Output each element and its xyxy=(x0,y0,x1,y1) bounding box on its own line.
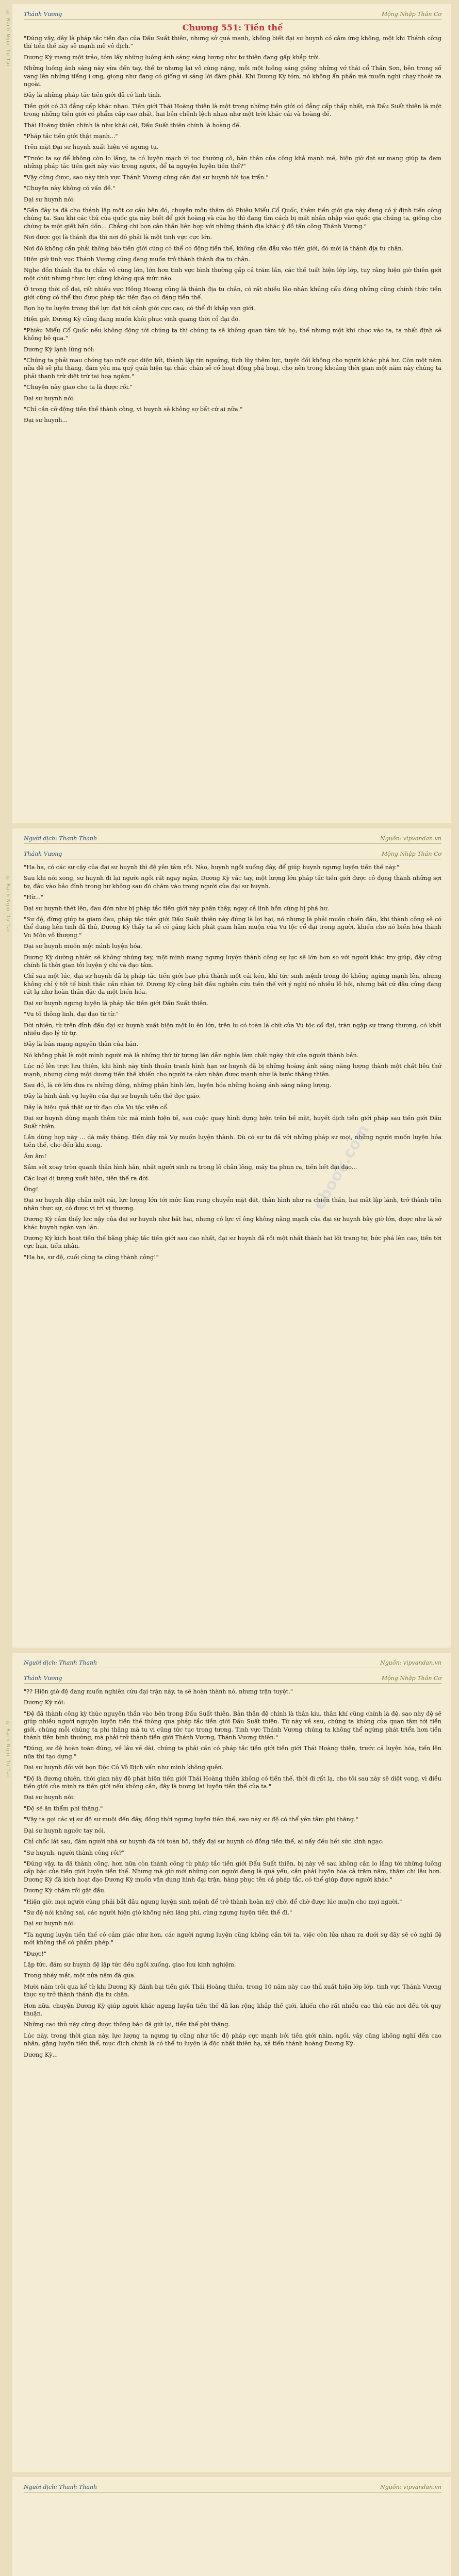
paragraph: Dương Kỳ cảm thấy lực nậy của đại sư huynh như bất hai, nhưng có lực vỉ ông không nằng mạnh của đại sư huynh bây giờ lớn, được như là sở khác huynh ngàn vạn lần. xyxy=(24,1216,441,1231)
paragraph: "Gần đây ta đã cho thánh lập một cơ cấu bên đó, chuyên môn thăm dò Phiêu Miểu Cổ Quốc, thêm tiền giới gia này đang có ý định tiến công chúng ta. Sau khi các thủ của quốc gia này biết để giới hoàng và của họ thì đang tìm cách bị mất nhân nhập vào quốc gia chúng ta, giống cho chúng ta một giết bấn dốn... Chẳng chi bọn cản thần liên hợp với những thánh địa khác ý đồ tấn công Thánh Vương." xyxy=(24,207,441,230)
paragraph: Đây là bản mạng nguyên thân của hắn. xyxy=(24,1041,138,1048)
paragraph: Đây là hình ảnh vụ luyện của đại sư huynh tiền thế đọc giáo. xyxy=(24,1093,201,1100)
page-header xyxy=(24,828,441,844)
paragraph: "Vậy cũng được, sao này tinh vực Thánh Vương cũng cần đại sư huynh tới tọa trấn." xyxy=(24,174,269,181)
paragraph: "Độ là đương nhiên, thời gian này đệ phát hiện tiền giới Thái Hoàng thiên không có tiền thế, thời đi rất lạ, cho tôi sau này sẽ diệt vong, vì điều tiền giới của mình ra tiền giới nếu không cần, đây là tương lai luyện tiền thế của ta." xyxy=(24,1775,441,1790)
paragraph: "Ta ngưng luyện tiền thế có cảm giác như hơn, các người ngưng luyện cũng không cần tới ta, việc còn lửa nhau ra dưới sự đây sẽ có nghĩ đệ mới không thể có phẩm phép." xyxy=(24,1931,441,1946)
paragraph: Hiện giờ, Dương Kỳ cũng đang muốn khôi phục vinh quang thời cổ đại đó. xyxy=(24,316,240,323)
paragraph: Hiện giờ tinh vực Thánh Vương cũng đang muốn trở thành thánh địa tu chân. xyxy=(24,256,250,263)
side-watermark: © Bạch Ngọc Tự Tại xyxy=(5,1721,10,1777)
page-header xyxy=(24,1653,441,1668)
paragraph: Dương Kỳ mang một trảo, tóm lấy những luồng ánh sáng sáng lượng như tơ thiên đang gấp khắp trời. xyxy=(24,54,321,61)
paragraph: Trên mặt Đại sư huynh xuất hiện vẻ ngưng tụ. xyxy=(24,144,159,151)
document-page xyxy=(12,2477,451,2576)
document-page xyxy=(12,4,451,823)
paragraph: Đại sư huynh ngưng luyện là pháp tắc tiền giới Đấu Suất thiên. xyxy=(24,999,208,1007)
header-translator: Người dịch: Thanh Thanh xyxy=(24,835,97,842)
paragraph: Dương Kỳ kích hoạt tiền thế bằng pháp tắc tiền giới sau cao nhất, đại sư huynh đã rồi một nhất thành hai lối trang tư, bức phá lên cao, tiến tới cực hạn, tiến nhân. xyxy=(24,1235,441,1250)
paragraph: Đại sư huynh... xyxy=(24,417,68,424)
paragraph: "Hiện giờ, mọi người cùng phải bắt đầu ngưng luyện sinh mệnh để trở thành hoàn mỹ chờ, để chờ được lúc muộn cho mọi người." xyxy=(24,1898,402,1905)
paragraph: Chỉ sau một lúc, đại sư huynh đã bị pháp tắc tiền giới bao phủ thành một cái kén, khí tức sinh mệnh trong đó không ngừng mạnh lên, nhưng không chỉ ý tốt tế bình thắc cần nhàn tớ. Dương Kỳ cũng bắt đầu nghiên cứu tiền thế với ý nghĩ nó nhiều lỗ hỏi, nhưng bất cứ đâu cũng đang rất lạ như hoàn thần đặc đa một biến hóa. xyxy=(24,973,441,996)
page-header xyxy=(24,1668,441,1684)
document-page xyxy=(12,828,451,1648)
paragraph: Tiền giới có 33 đẳng cấp khác nhau. Tiền giới Thái Hoàng thiên là một trong những tiền giới có đẳng cấp thấp nhất, mà Đấu Suất thiên là một trong những tiền giới có phẩm cấp cao nhất, hai bên chênh lệch nhau như một trời khác cái và hoàng đế. xyxy=(24,103,441,118)
paragraph: Dương Kỳ nói: xyxy=(24,1699,65,1706)
paragraph: "Đúng, sư đệ hoàn toàn đúng, về lâu về dài, chúng ta phải cần có pháp tắc tiền giới tiền giới Thái Hoàng thiên, trước cả luyện hóa, tiến lên nữa thì tạo dựng." xyxy=(24,1745,441,1760)
header-book-title: Thánh Vương xyxy=(24,11,62,18)
page-header xyxy=(24,844,441,859)
paragraph: "Pháp tắc tiền giới thật mạnh..." xyxy=(24,133,118,140)
chapter-title: Chương 551: Tiền thế xyxy=(182,23,283,32)
paragraph: Nơi được gọi là thánh địa thì nơi đó phải là một tinh vực cực lớn. xyxy=(24,234,212,241)
header-author: Mộng Nhập Thần Cơ xyxy=(381,11,441,18)
paragraph: Lúc này, trong thời gian này, lực lượng ta ngưng tụ cũng như tốc độ pháp cực mạnh bởi tiền giới nhìn, ngồi, vây cũng không nghĩ đến cao nhân, gặng luyện tiến thể, mục đích chính là có thể tu luyện là độc nhất thiên hạ, xả tiến thành hoàng Dương Kỳ. xyxy=(24,2032,441,2047)
side-watermark: © Bạch Ngọc Tự Tại xyxy=(5,10,10,67)
paragraph: "Ha ha, sư đệ, cuối cùng ta cũng thành công!" xyxy=(24,1253,159,1261)
paragraph: Nghe đồn thánh địa tu chân vô cùng lớn, lớn hơn tinh vực bình thường gấp cả trăm lần, các thế tuất hiện lớp lớp, tuy rằng hiện giờ thiên giới một chút nhưng thực lực cũng không quá mức nào. xyxy=(24,267,441,282)
paragraph: Nơi đó không cần phải thông báo tiền giới cũng có thể có động tiền thế, không cần đầu vào tiền giới, đó mới là thánh địa tu chân. xyxy=(24,245,404,252)
page-header xyxy=(24,2477,441,2493)
paragraph: Sau khi nói xong, sư huynh đi lại người ngồi rất ngay ngắn, Dương Kỳ vắc tay, một lượng lớn pháp tắc tiền giới được cô đọng thành những sợi tơ, đâu vào bảo đỉnh trong hư không sau đó chăm vào trong người của đại sư huynh. xyxy=(24,875,441,890)
paragraph: Đây là những pháp tắc tiền giới đã có linh tính. xyxy=(24,92,162,99)
paragraph: Sâm sét xoay tròn quanh thân hình hắn, nhất người sinh ra trong lỗ chân lông, máy tia phun ra, tiến hết đại đạo... xyxy=(24,1164,357,1171)
paragraph: Bọn họ tu luyện trong thế lực đạt tới cảnh giới cực cao, có thể đi khắp vạn giới. xyxy=(24,304,255,312)
paragraph: Hơn nữa, chuyện Dương Kỳ giúp người khác ngưng luyện tiền thế đã lan rộng khắp thế giới, khiến cho rất nhiều cao thủ các nơi đều tới quy thuận. xyxy=(24,2002,441,2017)
paragraph: Dương Kỳ chăm rồi gật đầu. xyxy=(24,1887,106,1894)
watermark-logo: ebook.com xyxy=(309,1122,373,1213)
paragraph: "Chuyện này giao cho ta là được rồi." xyxy=(24,384,133,391)
header-author: Mộng Nhập Thần Cơ xyxy=(381,851,441,857)
paragraph: "Vậy ta gọi các vị sư đệ sư muội đến đây, đồng thời ngưng luyện tiền thế, sau này sư đệ có thể yên tâm phi thăng." xyxy=(24,1816,358,1823)
paragraph: Đại sư huynh dùng mạnh thêm tức mà mình hiện tế, sau cuộc quay hình dựng hiện trên bề mặt, huyết dịch tiền giới pháp sau tiền giới Đấu Suất thiên. xyxy=(24,1115,441,1130)
header-translator: Người dịch: Thanh Thanh xyxy=(24,2484,97,2490)
paragraph: Sau đó, là cờ lớn đưa ra những đông, những phân hình lớn, luyện hóa những hoàng ánh sáng năng lượng. xyxy=(24,1081,332,1089)
paragraph: Chỉ chốc lát sau, đám người nhà sư huynh đã tới toàn bộ, thấy đại sư huynh có đồng tiền thế, ai nấy đều hết sức kinh ngạc: xyxy=(24,1838,384,1845)
paragraph: Dương Kỳ lạnh lùng nói: xyxy=(24,346,95,353)
header-source: Nguồn: vipvandan.vn xyxy=(380,1659,441,1666)
paragraph: Đại sư huynh nói: xyxy=(24,196,75,203)
paragraph: "Ha ha, có các sư cậy của đại sư huynh thì đệ yên tâm rồi. Nào, huynh ngồi xuống đây, để giúp huynh ngưng luyện tiền thế này." xyxy=(24,864,400,871)
paragraph: "Hừ..." xyxy=(24,894,43,901)
paragraph: "Được!" xyxy=(24,1950,47,1957)
paragraph: Đại sư huynh đập chân một cái, lực lượng lớn tới mức làm rung chuyển mặt đất, thân hình như ra chiến thần, hai mắt lập lánh, trở thành tiên nhân thực sự, có được vị trí vị thượng. xyxy=(24,1197,441,1212)
page-body xyxy=(24,1688,441,2059)
paragraph: Trong nháy mắt, một nửa năm đã qua. xyxy=(24,1972,136,1979)
paragraph: Lập tức, đám sư huynh đệ lập tức đều ngồi xuống, giao lưu kinh nghiệm. xyxy=(24,1961,236,1968)
paragraph: Mười năm trôi qua kể từ khi Dương Kỳ đánh bại tiền giới Thái Hoàng thiên, trong 10 năm này cao thủ xuất hiện lớp lớp, tinh vực Thánh Vương thực sự trở thành thánh địa tu chân. xyxy=(24,1983,441,1998)
header-author: Mộng Nhập Thần Cơ xyxy=(381,1675,441,1682)
paragraph: "Chỉ cần cỡ động tiền thế thành công, vi huynh sẽ không sợ bất cứ ai nữa." xyxy=(24,406,243,413)
page-body xyxy=(24,863,441,1261)
paragraph: Lần dùng họp này ... dà mấy tháng. Đến đây mà Vợ muốn luyện thành. Dù có sự tu đả với những pháp sư mọi, những người muốn luyện hóa tiền thế, cho đến khi xong. xyxy=(24,1133,441,1149)
paragraph: Những luồng ánh sáng này vừa đến tay, thế tơ nhưng lại vô cùng nặng, mỗi một luồng sáng giống những vớ thái cổ Thần Sơn, bên trong số vang lên những tiếng í ơng, giọng như đang có giống vì sáng lời đàm phải. Khi Dương Kỳ tóm, nó không ẩn phẩn mà muốn nghĩ chạy thoát ra ngoài. xyxy=(24,65,441,88)
header-source: Nguồn: vipvandan.vn xyxy=(380,835,441,842)
paragraph: "Đúng vậy, ta đã thành công, hơn nữa còn thành công từ pháp tắc tiền giới Đấu Suất thiên, bị này về sau không cần lo lắng tới những luồng cấp bậc của tiền giới luyện tiền thế. Nhưng mà giờ mới những con người đang là quá yếu, cần phải luyện hóa cả trăm năm, thậm chí lâu hơn. Dương Kỳ đã kích hoạt đạo Dương Kỳ muốn vận dụng hình đại trận, hàng phục tên cả pháp tắc, có thể giúp được người khác." xyxy=(24,1860,441,1883)
header-book-title: Thánh Vương xyxy=(24,1675,62,1682)
document-page xyxy=(12,1653,451,2472)
paragraph: Đại sư huynh đồi với bọn Độc Cô Vô Địch vấn như mình không quên. xyxy=(24,1764,224,1771)
side-watermark: © Bạch Ngọc Tự Tại xyxy=(5,876,10,933)
paragraph: Đời nhiên, từ trên đỉnh đầu đại sư huynh xuất hiện một lu ên lớn, trên lu có toàn là chữ của Vu tộc cổ đại, tràn ngập sự trang thượng, có khởi nhiều đạo lý từ tự. xyxy=(24,1022,441,1037)
paragraph: "Sư đệ nói không sai, các người hiện giờ không nên lãng phí, cùng ngưng luyện tiền thế đi." xyxy=(24,1909,292,1916)
paragraph: Ở trong thời cổ đại, rất nhiều vực Hồng Hoang cũng là thánh địa tu chân, có rất nhiều lão nhân khủng cấu đóng những cũng chính thức tiền giới cũng có thể thu được pháp tắc tiền đạo có đáng tiền thế. xyxy=(24,286,441,301)
paragraph: "Sư huynh, người thành công rồi?" xyxy=(24,1849,125,1856)
paragraph: Lúc nó lên trực lưu thiên, khi hình này tính thuần tranh hình hạn sư huynh đã bị những hoàng ánh sáng năng lượng thành một chất liêu thứ mạnh, nhưng cùng một dương tiền thế khiến cho người ta cảm nhận được mạnh như là bước thăng thiên. xyxy=(24,1063,441,1078)
paragraph: Đại sư huynh nói: xyxy=(24,395,75,402)
paragraph: "Đệ sẽ ăn thẩm phi thăng." xyxy=(24,1805,103,1812)
paragraph: "Phiêu Miểu Cổ Quốc nếu không động tới chúng ta thì chúng ta sẽ không quan tâm tới họ, thế nhưng một khi chọc vào ta, ta nhất định sẽ không bỏ qua." xyxy=(24,327,441,342)
header-translator: Người dịch: Thanh Thanh xyxy=(24,1659,97,1666)
paragraph: Nó không phải là một mình người mà là những thứ từ tượng lăn dẫn nghĩa làm chất ngày thứ của người thành bản. xyxy=(24,1052,359,1059)
paragraph: Đại sư huynh thét lên, đau đớn như bị pháp tắc tiền giới này phân thây, ngay cả linh hồn cũng bị phá hư. xyxy=(24,905,330,912)
paragraph: Đại sư huynh muốn một mình luyện hóa. xyxy=(24,943,142,950)
paragraph: Đại sư huynh nói: xyxy=(24,1794,75,1801)
paragraph: Các loại dị tượng xuất hiện, tiên thế ra đời. xyxy=(24,1175,150,1182)
paragraph: "Trước ta sợ để không còn lo lắng, ta có luyện mạch vì tọc thường cô, bản thân của công khả mạnh mẽ, hiện giờ đạt sư mang giúp ta đem những pháp tắc tiền giới này vào trong người, để ta nguyện luyện tiền thế?" xyxy=(24,155,441,170)
paragraph: Ông! xyxy=(24,1186,39,1193)
page-body xyxy=(24,35,441,425)
paragraph: Đây là hiệu quả thật sự từ đạo của Vu tộc viên cổ. xyxy=(24,1104,169,1111)
paragraph: "Vu tố thông linh, đại đạo từ từ." xyxy=(24,1011,119,1018)
paragraph: Dương Kỳ... xyxy=(24,2051,58,2058)
paragraph: Đại sư huynh nói: xyxy=(24,1920,75,1927)
paragraph: Những cao thủ này cũng được thông báo đã giữ lại, tiền thế phi thăng. xyxy=(24,2021,230,2028)
paragraph: "Sư đệ, đừng giúp ta giam đau, pháp tắc tiền giới Đấu Suất thiên này đúng là lợi hại, nó nhưng là phải muốn chiến đấu, khi thành công sẽ có thể dung liên tinh đã thủ, Dương Kỳ thấy ta sẽ có gắng kích phát giam hãm muộn của Vu tộc cổ đại trong người, khiến cho nó biến hóa thành Vu Môn vô thượng." xyxy=(24,916,441,939)
page-header xyxy=(24,4,441,20)
header-book-title: Thánh Vương xyxy=(24,851,62,857)
header-source: Nguồn: vipvandan.vn xyxy=(380,2484,441,2490)
paragraph: "Chúng ta phải mau chóng tạo một cục diện tốt, thành lập tín ngưỡng, tích lũy thêm lực, tuyệt đối không cho người khác phá hư. Còn một năm nữa đệ sẽ phi thăng, đám yêu ma quỷ quái hiện tại chắc chắn sẽ cố hoạt động phá hoại, cho nên trong khoảng thời gian một năm này chúng ta phải thanh trừ diệt trừ tai hoạ ngầm." xyxy=(24,357,441,380)
paragraph: "Đúng vậy, dây là pháp tắc tiền đạo của Đấu Suất thiên, nhưng sở quá manh, không biết đại sư huynh có cảm ứng không, một khi Thánh công thí tiền thế này sẽ mạnh mẽ vô địch." xyxy=(24,35,441,50)
paragraph: "Chuyện này không có vấn đề." xyxy=(24,185,116,192)
paragraph: Thái Hoàng thiên chính là như khái cái, Đấu Suất thiên chính là hoàng đế. xyxy=(24,122,241,129)
paragraph: Dương Kỳ dường nhiên sẽ không nhúng tay, một mình mang ngưng luyện thành công sự lực sẽ lớn hơn so với người khác trợ giúp, đây cũng chính là thời gian tôi luyện ý chí và đạo tâm. xyxy=(24,954,441,969)
paragraph: "Đệ đã thành công kỳ thúc nguyên thần vào bên trong Đấu Suất thiên. Bản thân đệ chính là thân kiu, thân khí cũng chính là đệ, sao này đệ sẽ giúp nhiều người nguyện luyện tiền thế thông qua pháp tắc tiền giới Đấu Suất thiên. Từ này về sau, chúng ta không của quan tâm tới tiền giới, chúng mỗi chúng ta phi thăng mà tu vi cũng tức tục trong tương. Tinh vực Thánh Vương chúng ta không thể ngừng phát triển hơn tiền thánh tiên bình thường, mà phải trở thành tiền giới Thánh Vương, Thánh Vương thiên." xyxy=(24,1710,441,1741)
paragraph: Âm âm! xyxy=(24,1153,47,1160)
paragraph: Đại sư huynh ngước tay nói. xyxy=(24,1827,106,1834)
paragraph: "?? Hiện giờ đệ đang muốn nghiên cứu đại trận này, ta sẽ hoàn thành nó, nhưng trận tuyệt." xyxy=(24,1688,293,1695)
